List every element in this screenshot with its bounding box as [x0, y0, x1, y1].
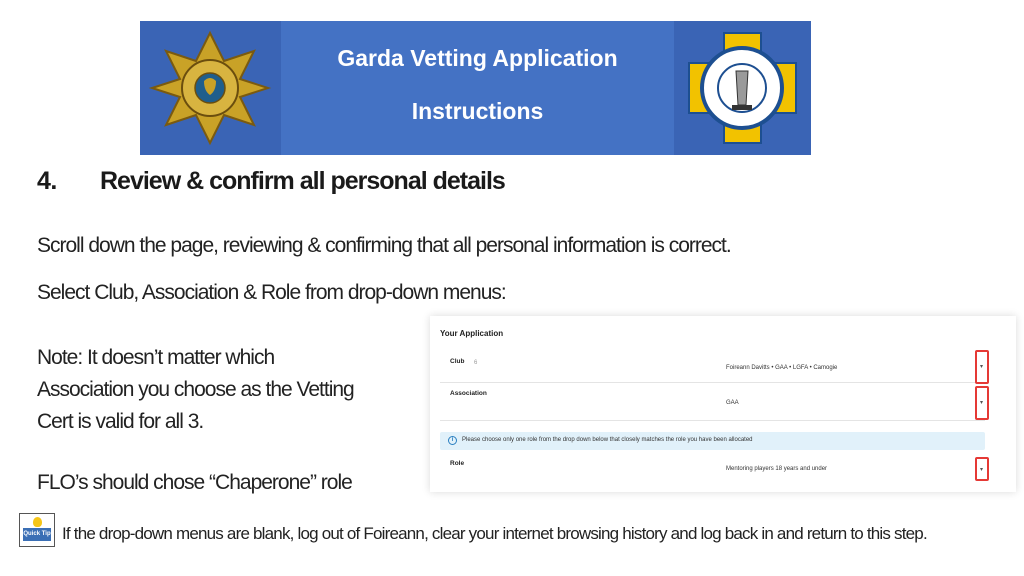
role-info-banner — [440, 432, 985, 450]
club-crest-icon — [674, 21, 811, 155]
club-dropdown-toggle[interactable] — [975, 350, 989, 384]
role-info-text: Please choose only one role from the drop down below that closely matches the role you have been allocated — [462, 437, 753, 443]
step-title: Review & confirm all personal details — [100, 167, 505, 195]
role-row — [440, 454, 985, 488]
banner-subtitle: Instructions — [411, 98, 544, 124]
role-dropdown-toggle[interactable] — [975, 457, 989, 481]
step-number: 4. — [37, 167, 57, 195]
instruction-select: Select Club, Association & Role from drop-down menus: — [37, 281, 506, 304]
flo-note: FLO’s should chose “Chaperone” role — [37, 471, 352, 494]
role-label: Role — [450, 460, 465, 467]
application-form-screenshot — [430, 316, 1016, 492]
chevron-down-icon: ▾ — [980, 467, 984, 473]
banner-title: Garda Vetting Application — [337, 45, 618, 71]
chevron-down-icon: ▾ — [980, 364, 984, 370]
association-dropdown-toggle[interactable] — [975, 386, 989, 420]
garda-crest-icon — [140, 21, 281, 155]
chevron-down-icon: ▾ — [980, 400, 984, 406]
quick-tip-label: Quick Tip — [23, 528, 51, 541]
association-label: Association — [450, 390, 487, 397]
club-label: Club — [450, 358, 465, 365]
association-select-value[interactable]: GAA — [726, 400, 739, 406]
club-select-value[interactable]: Foireann Davitts • GAA • LGFA • Camogie — [726, 365, 838, 371]
association-row — [440, 384, 985, 421]
instruction-scroll: Scroll down the page, reviewing & confirming that all personal information is correct. — [37, 234, 731, 257]
club-row — [440, 352, 985, 383]
form-heading: Your Application — [440, 329, 504, 338]
association-note: Note: It doesn’t matter which Association you choose as the Vetting Cert is valid for all 3. — [37, 346, 354, 433]
quick-tip-text: If the drop-down menus are blank, log out of Foireann, clear your internet browsing history and log back in and return to this step. — [62, 524, 927, 543]
club-hint: 6 — [474, 360, 478, 366]
info-icon: i — [448, 436, 457, 445]
header-banner — [140, 21, 811, 155]
role-select-value[interactable]: Mentoring players 18 years and under — [726, 466, 828, 472]
